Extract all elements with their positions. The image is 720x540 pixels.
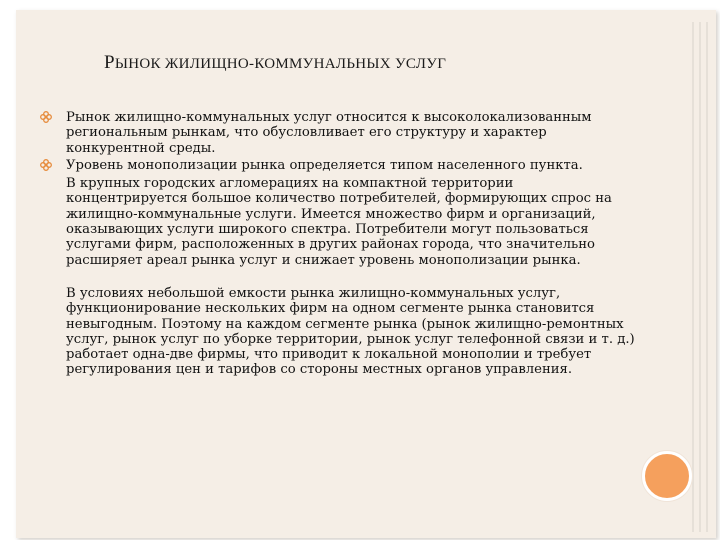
flower-bullet-icon (40, 159, 52, 171)
slide-title (104, 52, 624, 74)
bullet-item (66, 110, 636, 156)
right-stripe (692, 22, 694, 532)
title-initial: Р (104, 52, 115, 73)
flower-bullet-icon (40, 111, 52, 123)
paragraph: В крупных городских агломерациях на компактной территории концентрируется большое количество потребителей, формирующих спрос на жилищно-коммунальные услуги. Имеется множество фирм и организаций, оказывающих услуги широкого спектра. Потребители могут пользоваться услугами фирм, расположенных в других районах города, что значительно расширяет ареал рынка услуг и снижает уровень монополизации рынка. (66, 176, 612, 268)
right-stripe (699, 22, 701, 532)
decorative-circle (642, 451, 692, 501)
bullet-text: Рынок жилищно-коммунальных услуг относится к высоколокализованным региональным рынкам, что обусловливает его структуру и характер конкурентной среды. (66, 110, 592, 156)
slide-body (66, 110, 636, 378)
title-rest: ЫНОК ЖИЛИЩНО-КОММУНАЛЬНЫХ УСЛУГ (114, 56, 447, 72)
right-stripe (706, 22, 708, 532)
paragraph: В условиях небольшой емкости рынка жилищно-коммунальных услуг, функционирование нескольких фирм на одном сегменте рынка становится невыгодным. Поэтому на каждом сегменте рынка (рынок жилищно-ремонтных услуг, рынок услуг по уборке территории, рынок услуг телефонной связи и т. д.) работает одна-две фирмы, что приводит к локальной монополии и требует регулирования цен и тарифов со стороны местных органов управления. (66, 285, 635, 378)
bullet-text: Уровень монополизации рынка определяется типом населенного пункта. (66, 157, 583, 173)
bullet-item (66, 158, 636, 173)
